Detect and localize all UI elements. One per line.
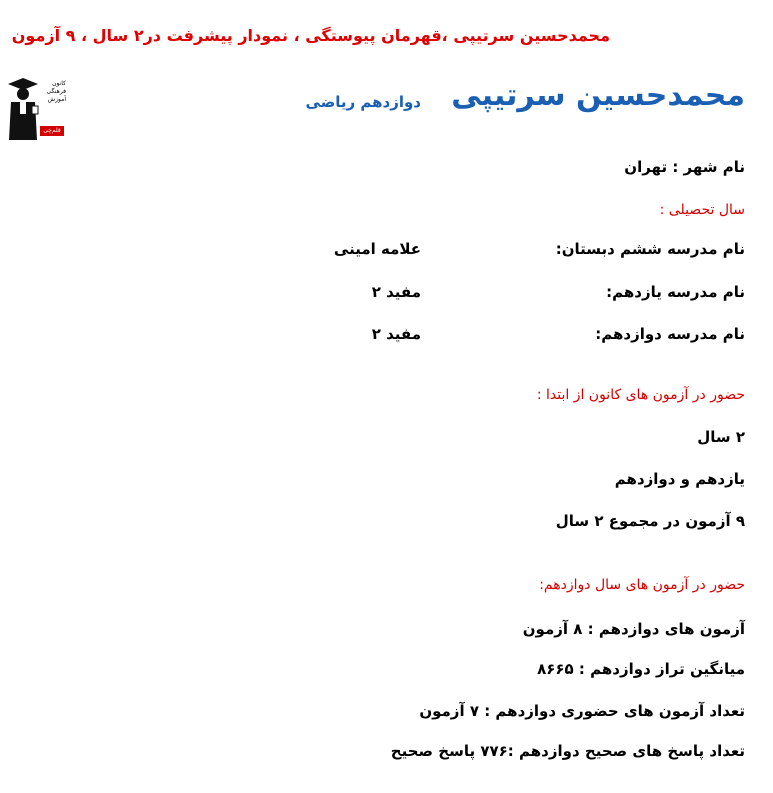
school-label: نام مدرسه دوازدهم: bbox=[595, 325, 745, 343]
grade12-line: تعداد آزمون های حضوری دوازدهم : ۷ آزمون bbox=[419, 702, 745, 720]
academic-heading: سال تحصیلی : bbox=[659, 202, 745, 218]
kanoon-history-line: یازدهم و دوازدهم bbox=[614, 470, 745, 488]
logo-line: آموزش bbox=[47, 96, 66, 103]
grade12-heading: حضور در آزمون های سال دوازدهم: bbox=[539, 577, 745, 593]
city-line: نام شهر : تهران bbox=[624, 158, 745, 176]
graduate-icon bbox=[6, 72, 40, 140]
kanoon-logo bbox=[6, 72, 68, 140]
grade12-line: تعداد پاسخ های صحیح دوازدهم :۷۷۶ پاسخ صحیح bbox=[390, 742, 745, 760]
school-value: مفید ۲ bbox=[371, 325, 421, 343]
logo-line: کانون bbox=[52, 80, 66, 87]
school-value: مفید ۲ bbox=[371, 283, 421, 301]
headline: محمدحسین سرتیپی ،قهرمان پیوستگی ، نمودار پیشرفت در۲ سال ، ۹ آزمون bbox=[11, 26, 610, 45]
school-label: نام مدرسه یازدهم: bbox=[606, 283, 745, 301]
kanoon-history-line: ۹ آزمون در مجموع ۲ سال bbox=[555, 512, 745, 530]
logo-line: فرهنگی bbox=[46, 88, 66, 95]
grade12-line: آزمون های دوازدهم : ۸ آزمون bbox=[522, 620, 745, 638]
kanoon-history-heading: حضور در آزمون های کانون از ابتدا : bbox=[536, 387, 745, 403]
student-name: محمدحسین سرتیپی bbox=[451, 78, 745, 113]
student-grade: دوازدهم ریاضی bbox=[305, 93, 421, 111]
logo-badge: قلم‌چی bbox=[40, 126, 64, 136]
grade12-line: میانگین تراز دوازدهم : ۸۶۶۵ bbox=[537, 660, 745, 678]
school-label: نام مدرسه ششم دبستان: bbox=[555, 240, 745, 258]
school-value: علامه امینی bbox=[333, 240, 421, 258]
kanoon-history-line: ۲ سال bbox=[697, 428, 745, 446]
